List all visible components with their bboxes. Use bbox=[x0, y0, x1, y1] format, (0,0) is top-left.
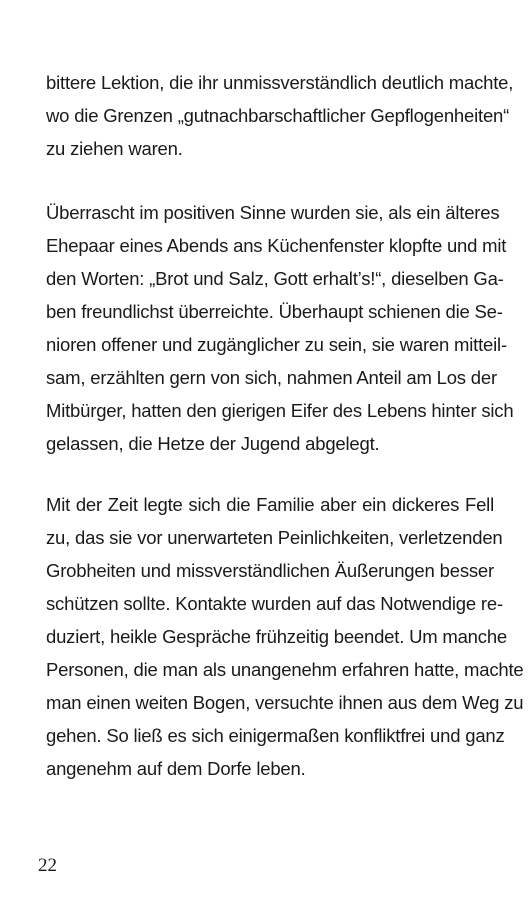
text-line: Überrascht im positiven Sinne wurden sie, als ein älteres bbox=[46, 202, 500, 223]
text-line: Grobheiten und missverständlichen Äußerungen besser bbox=[46, 560, 494, 581]
paragraph-1 bbox=[46, 66, 514, 165]
text-line: Mitbürger, hatten den gierigen Eifer des Lebens hinter sich bbox=[46, 400, 514, 421]
text-line: nioren offener und zugänglicher zu sein, sie waren mitteil- bbox=[46, 334, 507, 355]
page-number: 22 bbox=[38, 855, 57, 876]
text-line: gehen. So ließ es sich einigermaßen konfliktfrei und ganz bbox=[46, 725, 505, 746]
text-line: duziert, heikle Gespräche frühzeitig beendet. Um manche bbox=[46, 626, 508, 647]
text-line: den Worten: „Brot und Salz, Gott erhalt’s!“, dieselben Ga- bbox=[46, 268, 504, 289]
paragraph-3 bbox=[46, 488, 524, 785]
text-line: zu ziehen waren. bbox=[46, 138, 183, 159]
text-line: ben freundlichst überreichte. Überhaupt schienen die Se- bbox=[46, 301, 503, 322]
text-line: man einen weiten Bogen, versuchte ihnen aus dem Weg zu bbox=[46, 692, 524, 713]
paragraph-2 bbox=[46, 196, 514, 460]
text-line: wo die Grenzen „gutnachbarschaftlicher Gepflogenheiten“ bbox=[46, 105, 510, 126]
text-line: gelassen, die Hetze der Jugend abgelegt. bbox=[46, 433, 380, 454]
text-line: Personen, die man als unangenehm erfahren hatte, machte bbox=[46, 659, 524, 680]
text-line: Ehepaar eines Abends ans Küchenfenster klopfte und mit bbox=[46, 235, 507, 256]
text-line: angenehm auf dem Dorfe leben. bbox=[46, 758, 306, 779]
text-line: sam, erzählten gern von sich, nahmen Anteil am Los der bbox=[46, 367, 497, 388]
text-line: zu, das sie vor unerwarteten Peinlichkeiten, verletzenden bbox=[46, 527, 503, 548]
text-line: Mit der Zeit legte sich die Familie aber ein dickeres Fell bbox=[46, 494, 494, 515]
text-line: schützen sollte. Kontakte wurden auf das Notwendige re- bbox=[46, 593, 503, 614]
text-line: bittere Lektion, die ihr unmissverständlich deutlich machte, bbox=[46, 72, 514, 93]
